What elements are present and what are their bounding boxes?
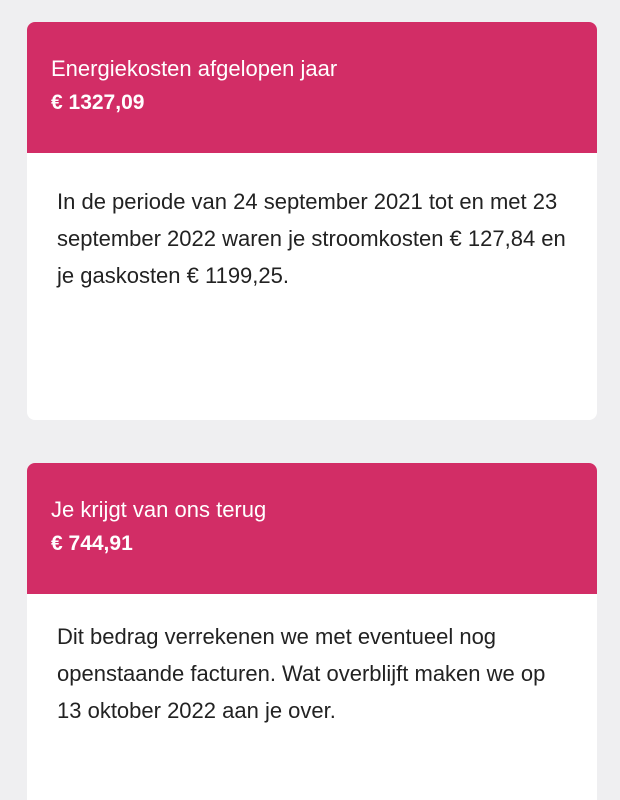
card-header: [27, 463, 597, 594]
energy-costs-card: [27, 22, 597, 420]
card-amount: € 744,91: [51, 532, 133, 555]
card-description: In de periode van 24 september 2021 tot en met 23 september 2022 waren je stroomkosten € 127,84 en je gaskosten € 1199,25.: [57, 189, 566, 288]
card-header: [27, 22, 597, 153]
card-title: Je krijgt van ons terug: [51, 497, 267, 522]
card-title: Energiekosten afgelopen jaar: [51, 56, 338, 81]
card-description: Dit bedrag verrekenen we met eventueel nog openstaande facturen. Wat overblijft maken we op 13 oktober 2022 aan je over.: [57, 624, 546, 723]
refund-card: [27, 463, 597, 800]
card-amount: € 1327,09: [51, 91, 145, 114]
